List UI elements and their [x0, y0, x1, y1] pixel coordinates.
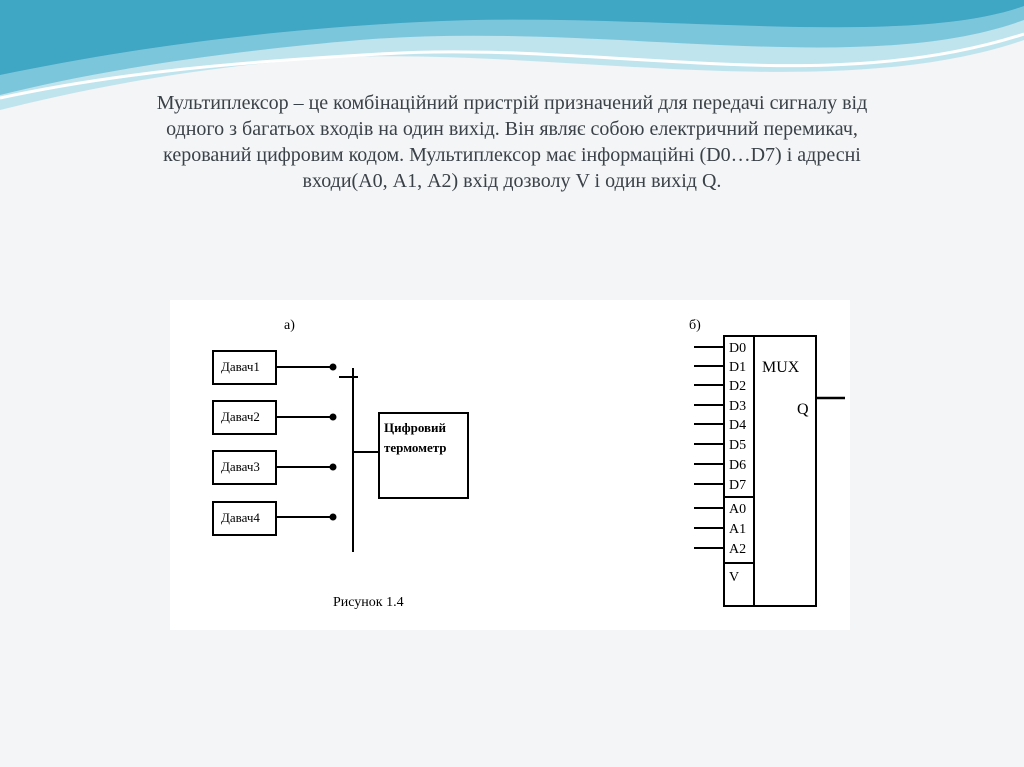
sensor-label: Давач4	[221, 510, 260, 525]
thermometer-block	[379, 413, 468, 498]
description-line: Мультиплексор – це комбінаційний пристрій призначений для передачі сигналу від	[156, 92, 868, 114]
sensor-label: Давач2	[221, 409, 260, 424]
figure-a-label: а)	[284, 318, 295, 333]
sensor-block	[213, 502, 276, 535]
switch-bus	[339, 368, 379, 552]
mux-data-input-label: D5	[729, 438, 747, 453]
thermometer-label-line: Цифровий	[384, 420, 447, 435]
mux-data-input-label: D4	[729, 418, 747, 433]
mux-input-pins	[694, 347, 724, 548]
mux-data-input-label: D1	[729, 360, 747, 375]
sensor-block	[213, 451, 276, 484]
description-line: керований цифровим кодом. Мультиплексор має інформаційні (D0…D7) і адресні	[163, 144, 861, 166]
sensor-block	[213, 401, 276, 434]
mux-data-input-label: D3	[729, 399, 747, 414]
sensor-label: Давач1	[221, 359, 260, 374]
mux-address-input-label: A2	[729, 542, 747, 557]
figure-caption: Рисунок 1.4	[333, 595, 404, 610]
mux-address-input-label: A0	[729, 502, 747, 517]
mux-data-input-label: D7	[729, 478, 747, 493]
sensor-wires	[276, 365, 336, 520]
thermometer-label-line: термометр	[384, 440, 447, 455]
mux-data-input-label: D2	[729, 379, 747, 394]
description-line: входи(А0, А1, А2) вхід дозволу V і один вихід Q.	[302, 170, 722, 192]
mux-address-input-label: A1	[729, 522, 747, 537]
mux-output-label: Q	[797, 401, 809, 418]
description-line: одного з багатьох входів на один вихід. Він являє собою електричний перемикач,	[166, 118, 858, 140]
mux-data-input-label: D0	[729, 341, 747, 356]
mux-name: MUX	[762, 359, 800, 376]
mux-enable-input-label: V	[729, 570, 740, 585]
sensor-block	[213, 351, 276, 384]
figure-b-label: б)	[689, 318, 701, 333]
mux-data-input-label: D6	[729, 458, 747, 473]
sensor-label: Давач3	[221, 459, 260, 474]
